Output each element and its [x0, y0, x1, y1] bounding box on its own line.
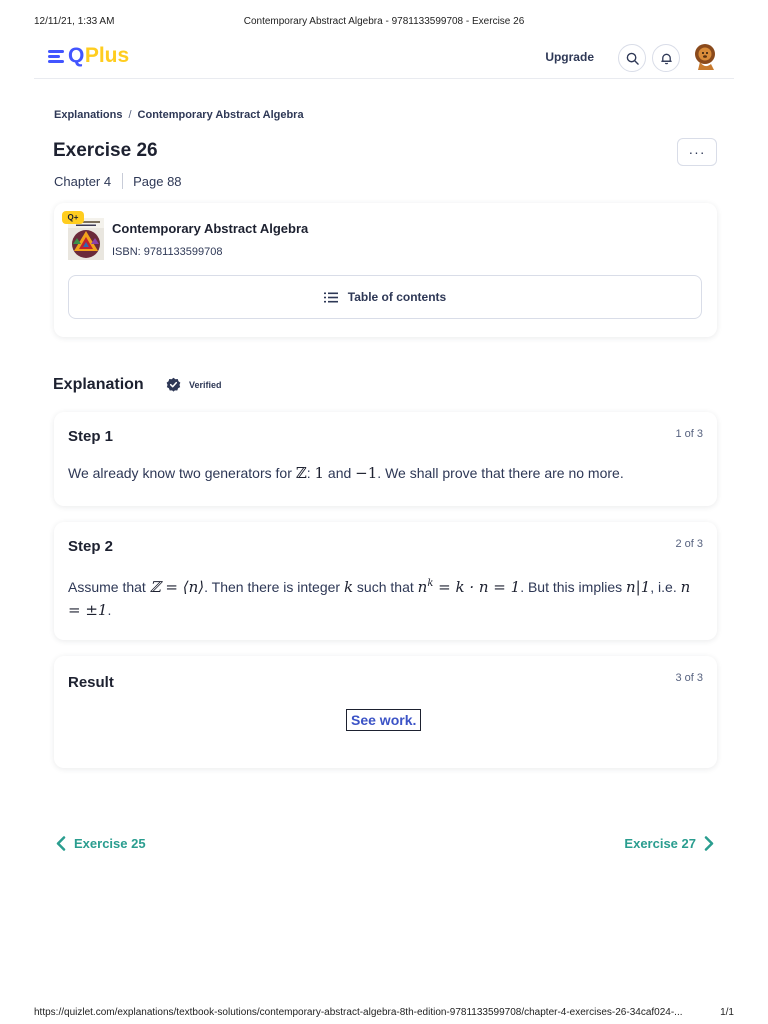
table-of-contents-button[interactable]: [68, 275, 702, 319]
more-dots-icon: ···: [688, 144, 706, 160]
page-label: Page 88: [133, 173, 182, 189]
search-button[interactable]: [618, 44, 646, 72]
chevron-right-icon: [704, 836, 714, 851]
step-count: 1 of 3: [675, 428, 703, 440]
print-doc-title: Contemporary Abstract Algebra - 9781133599708 - Exercise 26: [243, 16, 525, 27]
step-text: We already know two generators for ℤ: 1 and −1. We shall prove that there are no more.: [68, 464, 624, 482]
math-k: k: [343, 578, 354, 596]
step-text: Assume that ℤ = ⟨n⟩. Then there is integer k such that $n^k = k \cdot n = 1$. But this implies n|1, i.e. n = ±1.: [68, 578, 691, 619]
see-work-box: See work.: [346, 709, 421, 731]
book-card: [54, 203, 717, 337]
breadcrumb-separator: /: [128, 109, 132, 121]
toc-label: Table of contents: [347, 290, 447, 304]
lion-avatar[interactable]: [690, 42, 720, 72]
result-card: [54, 656, 717, 768]
book-title[interactable]: Contemporary Abstract Algebra: [112, 221, 309, 236]
math-integers: ℤ: [295, 464, 307, 482]
list-icon: [324, 292, 338, 303]
step-count: 3 of 3: [675, 672, 703, 684]
print-url: https://quizlet.com/explanations/textbook-solutions/contemporary-abstract-algebra-8th-edition-9781133599708/chapter-4-exercises-26-34caf024-...: [34, 1007, 683, 1018]
exercise-meta: [54, 173, 182, 189]
print-datetime: 12/11/21, 1:33 AM: [34, 16, 115, 27]
math-power-equation: $n^k = k \cdot n = 1$: [417, 578, 521, 596]
breadcrumb: [54, 109, 304, 121]
step-title: Step 2: [68, 538, 114, 555]
book-isbn: ISBN: 9781133599708: [112, 246, 223, 258]
step-card-2: [54, 522, 717, 640]
step-card-1: [54, 412, 717, 506]
breadcrumb-book[interactable]: Contemporary Abstract Algebra: [137, 109, 304, 121]
math-divides: n|1: [626, 578, 651, 596]
next-exercise-link[interactable]: [624, 836, 714, 851]
upgrade-link[interactable]: Upgrade: [545, 50, 594, 64]
notifications-button[interactable]: [652, 44, 680, 72]
explanation-heading: Explanation: [53, 376, 144, 393]
search-icon: [626, 52, 639, 65]
chevron-left-icon: [56, 836, 66, 851]
page-title: Exercise 26: [53, 140, 158, 161]
meta-divider: [122, 173, 123, 189]
math-minus-one: −1: [355, 464, 378, 482]
print-header: [34, 16, 734, 30]
quizlet-plus-logo[interactable]: [48, 44, 129, 68]
top-nav-bar: [34, 38, 734, 79]
step-title: Step 1: [68, 428, 114, 445]
math-generator: ℤ = ⟨n⟩: [149, 578, 205, 596]
breadcrumb-explanations[interactable]: Explanations: [54, 109, 123, 121]
bell-icon: [660, 52, 673, 65]
book-cover-image[interactable]: [68, 218, 104, 260]
previous-exercise-label: Exercise 25: [74, 836, 146, 851]
logo-plus: Plus: [84, 44, 130, 67]
logo-q: Q: [68, 44, 84, 67]
math-one: 1: [314, 464, 325, 482]
math-conclusion: n = ±1: [68, 578, 691, 619]
step-count: 2 of 3: [675, 538, 703, 550]
print-page-number: 1/1: [720, 1007, 734, 1018]
previous-exercise-link[interactable]: [56, 836, 146, 851]
more-options-button[interactable]: [677, 138, 717, 166]
qplus-badge: Q+: [62, 211, 84, 224]
verified-check-icon: [166, 377, 181, 392]
verified-label: Verified: [189, 379, 222, 390]
logo-lines-icon: [48, 49, 66, 63]
result-title: Result: [68, 674, 114, 691]
verified-badge: [166, 377, 222, 392]
next-exercise-label: Exercise 27: [624, 836, 696, 851]
chapter-label: Chapter 4: [54, 173, 112, 189]
